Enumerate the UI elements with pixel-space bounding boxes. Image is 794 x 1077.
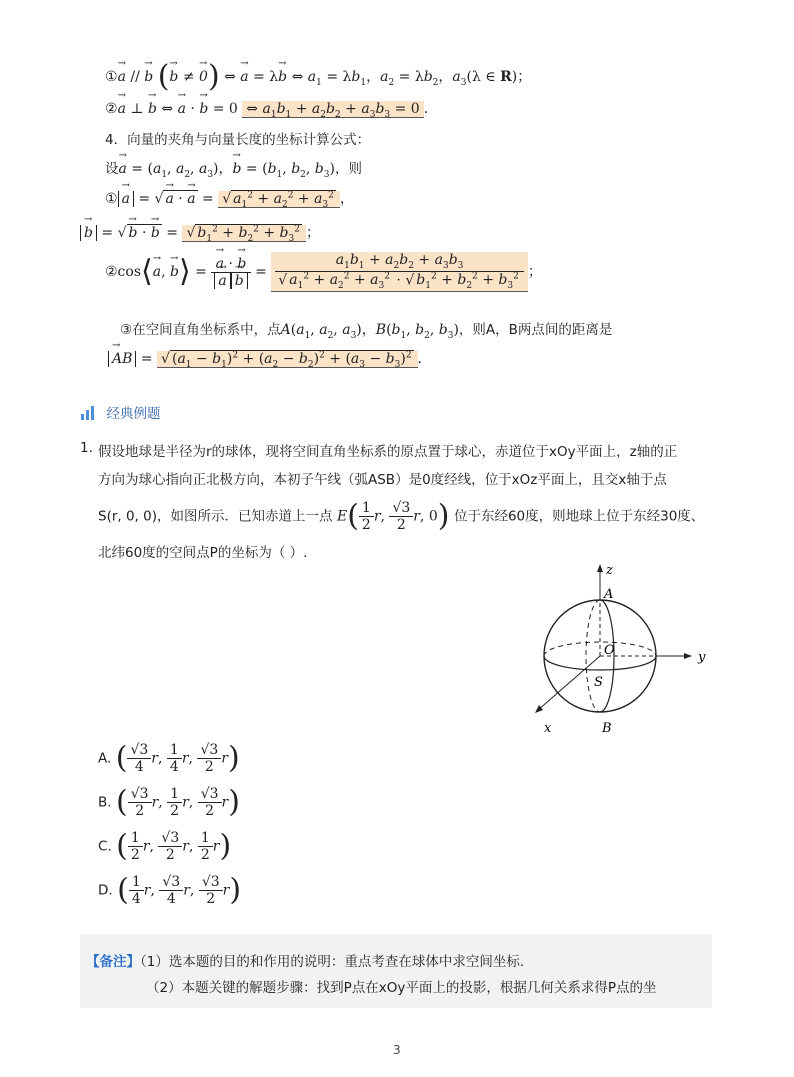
question-line-3: S(r, 0, 0)，如图所示．已知赤道上一点 E( $\frac{1}{2}$ r, $\frac{√3}{2}$ r, 0) 位于东经60度，则地球上位于东经30度、 — [98, 498, 705, 534]
point-O-label: O — [604, 643, 615, 658]
cosine-formula: ②cos⟨→ a, → b⟩ = → a · → b → a→ b = $\frac{a_1b_1 + a_2b_2 + a_3b_3}{√ a_1^2 + a_2^2 + a_3^2 \cdot √ b_1^2 + b_2^2 + b_3^2}$ ； — [105, 252, 542, 292]
bar-chart-icon — [80, 406, 96, 420]
question-line-1: 假设地球是半径为r的球体，现将空间直角坐标系的原点置于球心，赤道位于xOy平面上，z轴的正 — [98, 444, 678, 460]
point-S-label: S — [594, 675, 603, 690]
question-line-4: 北纬60度的空间点P的坐标为（ ）. — [98, 545, 308, 561]
section-header — [80, 402, 160, 422]
length-a-formula: ①→ a = √→ a · → a = √ $a_1^2 + a_2^2 + a_3^2$ ， — [105, 188, 354, 210]
point-B-label: B — [602, 721, 612, 736]
question-number: 1. — [80, 440, 93, 456]
parallel-condition: ①→ a // → b (→ b ≠ → 0) ⇔ → a = λ→ b ⇔ $a_1 = \lambda b_1$，$a_2 = \lambda b_2$，$a_3(\lambda$ ∈ R)； — [105, 62, 531, 92]
note-tag: 【备注】 — [86, 954, 140, 970]
axis-x-label: x — [544, 721, 552, 736]
section-title: 经典例题 — [106, 406, 161, 422]
question-line-2: 方向为球心指向正北极方向，本初子午线（弧ASB）是0度经线，位于xOz平面上，且交x轴于点 — [98, 472, 667, 488]
option-d[interactable]: D. ( $\frac{1}{4}$ r, $\frac{√3}{4}$ r, $\frac{√3}{2}$ r) — [98, 872, 242, 908]
axis-y-label: y — [698, 650, 706, 665]
perpendicular-condition: ②→ a ⊥ → b ⇔ → a · → b = 0 ⇔ $a_1b_1 + a_2b_2 + a_3b_3 = 0$ ． — [105, 98, 438, 120]
note-box — [80, 934, 712, 1008]
point-A-label: A — [604, 587, 614, 602]
axis-z-label: z — [606, 563, 613, 578]
distance-condition: ③在空间直角坐标系中，点$A(a_1$, $a_2$, $a_3$)，$B(b_1$, $b_2$, $b_3$)，则A，B两点间的距离是 — [120, 322, 613, 341]
option-a[interactable]: A. ( $\frac{√3}{4}$ r, $\frac{1}{4}$ r, $\frac{√3}{2}$ r) — [98, 740, 240, 776]
option-c[interactable]: C. ( $\frac{1}{2}$ r, $\frac{√3}{2}$ r, $\frac{1}{2}$ r) — [98, 828, 232, 864]
sphere-figure — [530, 560, 720, 740]
note-line-1: 【备注】（1）选本题的目的和作用的说明：重点考查在球体中求空间坐标． — [86, 954, 534, 970]
vector-definition: 设→ $a = (a_1$, $a_2$, $a_3$)，→ $b = (b_1$, $b_2$, $b_3$)，则 — [105, 157, 362, 180]
option-b[interactable]: B. ( $\frac{√3}{2}$ r, $\frac{1}{2}$ r, $\frac{√3}{2}$ r) — [98, 784, 240, 820]
note-line-2: （2）本题关键的解题步骤：找到P点在xOy平面上的投影，根据几何关系求得P点的坐 — [146, 980, 657, 996]
section-4-heading: 4．向量的夹角与向量长度的坐标计算公式： — [105, 132, 371, 148]
distance-formula: → AB = √ $(a_1 - b_1)^2 + (a_2 - b_2)^2 + (a_3 - b_3)^2$ ． — [108, 348, 432, 370]
page-number: 3 — [393, 1043, 401, 1057]
length-b-formula: → b = √→ b · → b = √ $b_1^2 + b_2^2 + b_3^2$ ； — [80, 222, 320, 244]
